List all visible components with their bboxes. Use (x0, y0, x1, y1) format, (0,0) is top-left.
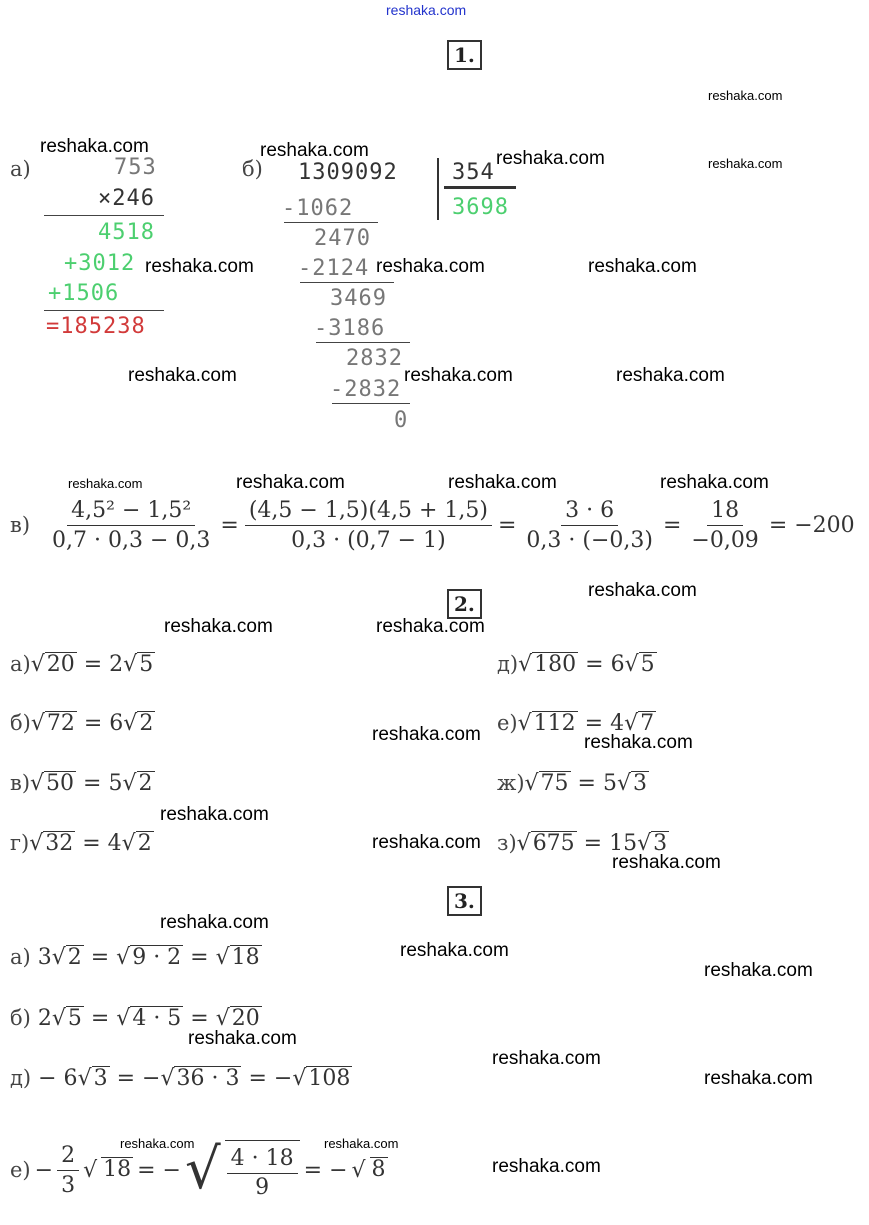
coefficient: 6 (610, 652, 625, 677)
radicand: 180 (534, 652, 577, 677)
watermark: reshaka.com (188, 1028, 297, 1049)
fraction-denominator: 0,3 · (−0,3) (526, 527, 653, 553)
radicand: 36 · 3 (176, 1066, 240, 1091)
multiplicand: 753 (114, 155, 157, 180)
radicand: 108 (308, 1066, 351, 1091)
fraction (227, 1147, 298, 1200)
task2-expression: в)√50 = 5√2 (10, 771, 153, 796)
watermark: reshaka.com (496, 148, 605, 169)
div-step: 3469 (330, 286, 387, 311)
task2-expression: е)√112 = 4√7 (497, 711, 655, 736)
partial-product-3: +1506 (48, 281, 120, 306)
fraction (57, 1143, 79, 1198)
task2-expression: б)√72 = 6√2 (10, 711, 154, 736)
radicand: 5 (139, 652, 154, 677)
radicand: 18 (231, 945, 260, 970)
radicand: 50 (46, 771, 75, 796)
task3a-label: а) (10, 945, 31, 969)
coefficient: 2 (109, 652, 124, 677)
partial-product-2: +3012 (64, 251, 136, 276)
fraction-denominator: −0,09 (691, 527, 759, 553)
radicand: 2 (139, 711, 154, 736)
fraction-denominator: 0,3 · (0,7 − 1) (291, 527, 446, 553)
fraction-numerator: 4 · 18 (227, 1147, 298, 1174)
task3b-label: б) (10, 1006, 31, 1030)
coefficient: 6 (109, 711, 124, 736)
task2-label: в) (10, 771, 31, 795)
task3e-label: е) (10, 1158, 31, 1182)
watermark: reshaka.com (145, 256, 254, 277)
task1b-label: б) (242, 157, 263, 181)
watermark: reshaka.com (40, 136, 149, 157)
coefficient: 15 (609, 831, 638, 856)
fraction-3 (522, 498, 657, 553)
coefficient: 4 (107, 831, 122, 856)
watermark: reshaka.com (612, 852, 721, 873)
radicand: 3 (633, 771, 647, 796)
radicand: 9 · 2 (132, 945, 182, 970)
task2-label: г) (10, 831, 30, 855)
task2-label: а) (10, 652, 31, 676)
fraction-1 (48, 498, 214, 553)
radicand: 3 (93, 1066, 108, 1091)
watermark: reshaka.com (120, 1136, 195, 1151)
mult-line-2 (44, 310, 164, 311)
radicand: 4 · 5 (132, 1006, 182, 1031)
section-number-2: 2. (447, 589, 482, 619)
fraction-numerator: 18 (707, 498, 743, 526)
task2-label: ж) (497, 771, 525, 795)
coefficient: 4 (610, 711, 625, 736)
task2-label: б) (10, 711, 31, 735)
div-line (300, 282, 394, 283)
radicand: 675 (532, 831, 575, 856)
div-step: -1062 (282, 196, 354, 221)
radicand: 75 (540, 771, 569, 796)
watermark: reshaka.com (704, 1068, 813, 1089)
mult-line-1 (44, 215, 164, 216)
radicand: 20 (46, 652, 75, 677)
watermark: reshaka.com (372, 832, 481, 853)
div-step: 2832 (346, 346, 403, 371)
watermark: reshaka.com (660, 472, 769, 493)
watermark: reshaka.com (160, 804, 269, 825)
div-line (316, 342, 410, 343)
task2-label: д) (497, 652, 519, 676)
task2-label: е) (497, 711, 518, 735)
radicand: 72 (46, 711, 75, 736)
radicand: 18 (103, 1157, 132, 1183)
mult-result: =185238 (46, 314, 146, 339)
task2-expression: г)√32 = 4√2 (10, 831, 152, 856)
watermark: reshaka.com (588, 256, 697, 277)
div-step: 2470 (314, 226, 371, 251)
watermark: reshaka.com (376, 256, 485, 277)
task3a-expression: а) 3√2 = √9 · 2 = √18 (10, 945, 260, 970)
divisor: 354 (452, 160, 495, 185)
watermark: reshaka.com (588, 580, 697, 601)
radicand: 2 (138, 771, 153, 796)
fraction-denominator: 3 (61, 1172, 76, 1198)
task2-expression: ж)√75 = 5√3 (497, 771, 647, 796)
div-step: -3186 (314, 316, 386, 341)
fraction-numerator: 3 · 6 (561, 498, 618, 526)
fraction-4 (687, 498, 762, 553)
section-number-3: 3. (447, 886, 482, 916)
task2-expression: з)√675 = 15√3 (497, 831, 668, 856)
divisor-line (444, 186, 516, 189)
coefficient: 3 (37, 945, 52, 970)
div-step: -2124 (298, 256, 370, 281)
radicand: 32 (45, 831, 74, 856)
task1c-label: в) (10, 513, 31, 537)
div-remainder: 0 (394, 408, 409, 433)
coefficient: 5 (108, 771, 123, 796)
watermark: reshaka.com (616, 365, 725, 386)
partial-product-1: 4518 (98, 220, 155, 245)
watermark: reshaka.com (324, 1136, 399, 1151)
fraction-numerator: 2 (57, 1143, 79, 1171)
watermark: reshaka.com (68, 476, 143, 491)
watermark: reshaka.com (708, 88, 783, 103)
watermark: reshaka.com (400, 940, 509, 961)
radicand (225, 1140, 300, 1200)
div-line (284, 222, 378, 223)
radicand: 3 (653, 831, 668, 856)
radicand: 112 (533, 711, 576, 736)
radicand: 20 (231, 1006, 260, 1031)
task3b-expression: б) 2√5 = √4 · 5 = √20 (10, 1006, 260, 1031)
div-step: -2832 (330, 377, 402, 402)
fraction-denominator: 9 (255, 1175, 270, 1200)
watermark: reshaka.com (492, 1048, 601, 1069)
quotient: 3698 (452, 195, 509, 220)
div-line (332, 403, 410, 404)
fraction-denominator: 0,7 · 0,3 − 0,3 (52, 527, 211, 553)
coefficient: 2 (37, 1006, 52, 1031)
multiplier: ×246 (98, 186, 155, 211)
task1c-expression: в) $\frac{\text{4,5² − 1,5²}}{0,7 \cdot 0,3 - 0,3}$ = $\frac{(4,5 - 1,5)(4,5 + 1,5)}{0,3 \cdot (0,7 - 1)}$ = $\frac{3 \cdot 6}{0,3 \cdot (-0,3)}$ = $\frac{18}{-0,09}$ = −200 (10, 497, 855, 553)
watermark: reshaka.com (708, 156, 783, 171)
task3e-expression: е) − $\frac{2}{3}$ √ 18 = − √ $\frac{4 \cdot 18}{9}$ = − √ 8 (10, 1137, 386, 1202)
task2-label: з) (497, 831, 517, 855)
fraction-numerator: (4,5 − 1,5)(4,5 + 1,5) (245, 498, 492, 526)
dividend: 1309092 (298, 160, 398, 185)
watermark: reshaka.com (128, 365, 237, 386)
site-link[interactable]: reshaka.com (386, 2, 467, 18)
task2-expression: д)√180 = 6√5 (497, 652, 655, 677)
watermark: reshaka.com (448, 472, 557, 493)
task2-expression: а)√20 = 2√5 (10, 652, 154, 677)
fraction-numerator: 4,5² − 1,5² (67, 498, 195, 526)
task1a-label: а) (10, 157, 31, 181)
watermark: reshaka.com (160, 912, 269, 933)
section-number-1: 1. (447, 40, 482, 70)
watermark: reshaka.com (164, 616, 273, 637)
division-bar (437, 158, 439, 220)
radicand: 5 (640, 652, 655, 677)
watermark: reshaka.com (372, 724, 481, 745)
watermark: reshaka.com (404, 365, 513, 386)
watermark: reshaka.com (260, 140, 369, 161)
watermark: reshaka.com (584, 732, 693, 753)
watermark: reshaka.com (492, 1156, 601, 1177)
radicand: 2 (67, 945, 82, 970)
task1c-result: = −200 (768, 512, 855, 538)
watermark: reshaka.com (376, 616, 485, 637)
radicand: 2 (137, 831, 152, 856)
radicand: 8 (371, 1157, 386, 1183)
fraction-2 (245, 498, 492, 553)
coefficient: − 6 (38, 1066, 78, 1091)
watermark: reshaka.com (236, 472, 345, 493)
watermark: reshaka.com (704, 960, 813, 981)
radicand: 5 (67, 1006, 82, 1031)
coefficient: 5 (602, 771, 617, 796)
task3d-expression: д) − 6√3 = −√36 · 3 = −√108 (10, 1066, 351, 1091)
radicand: 7 (640, 711, 655, 736)
task3d-label: д) (10, 1066, 32, 1090)
